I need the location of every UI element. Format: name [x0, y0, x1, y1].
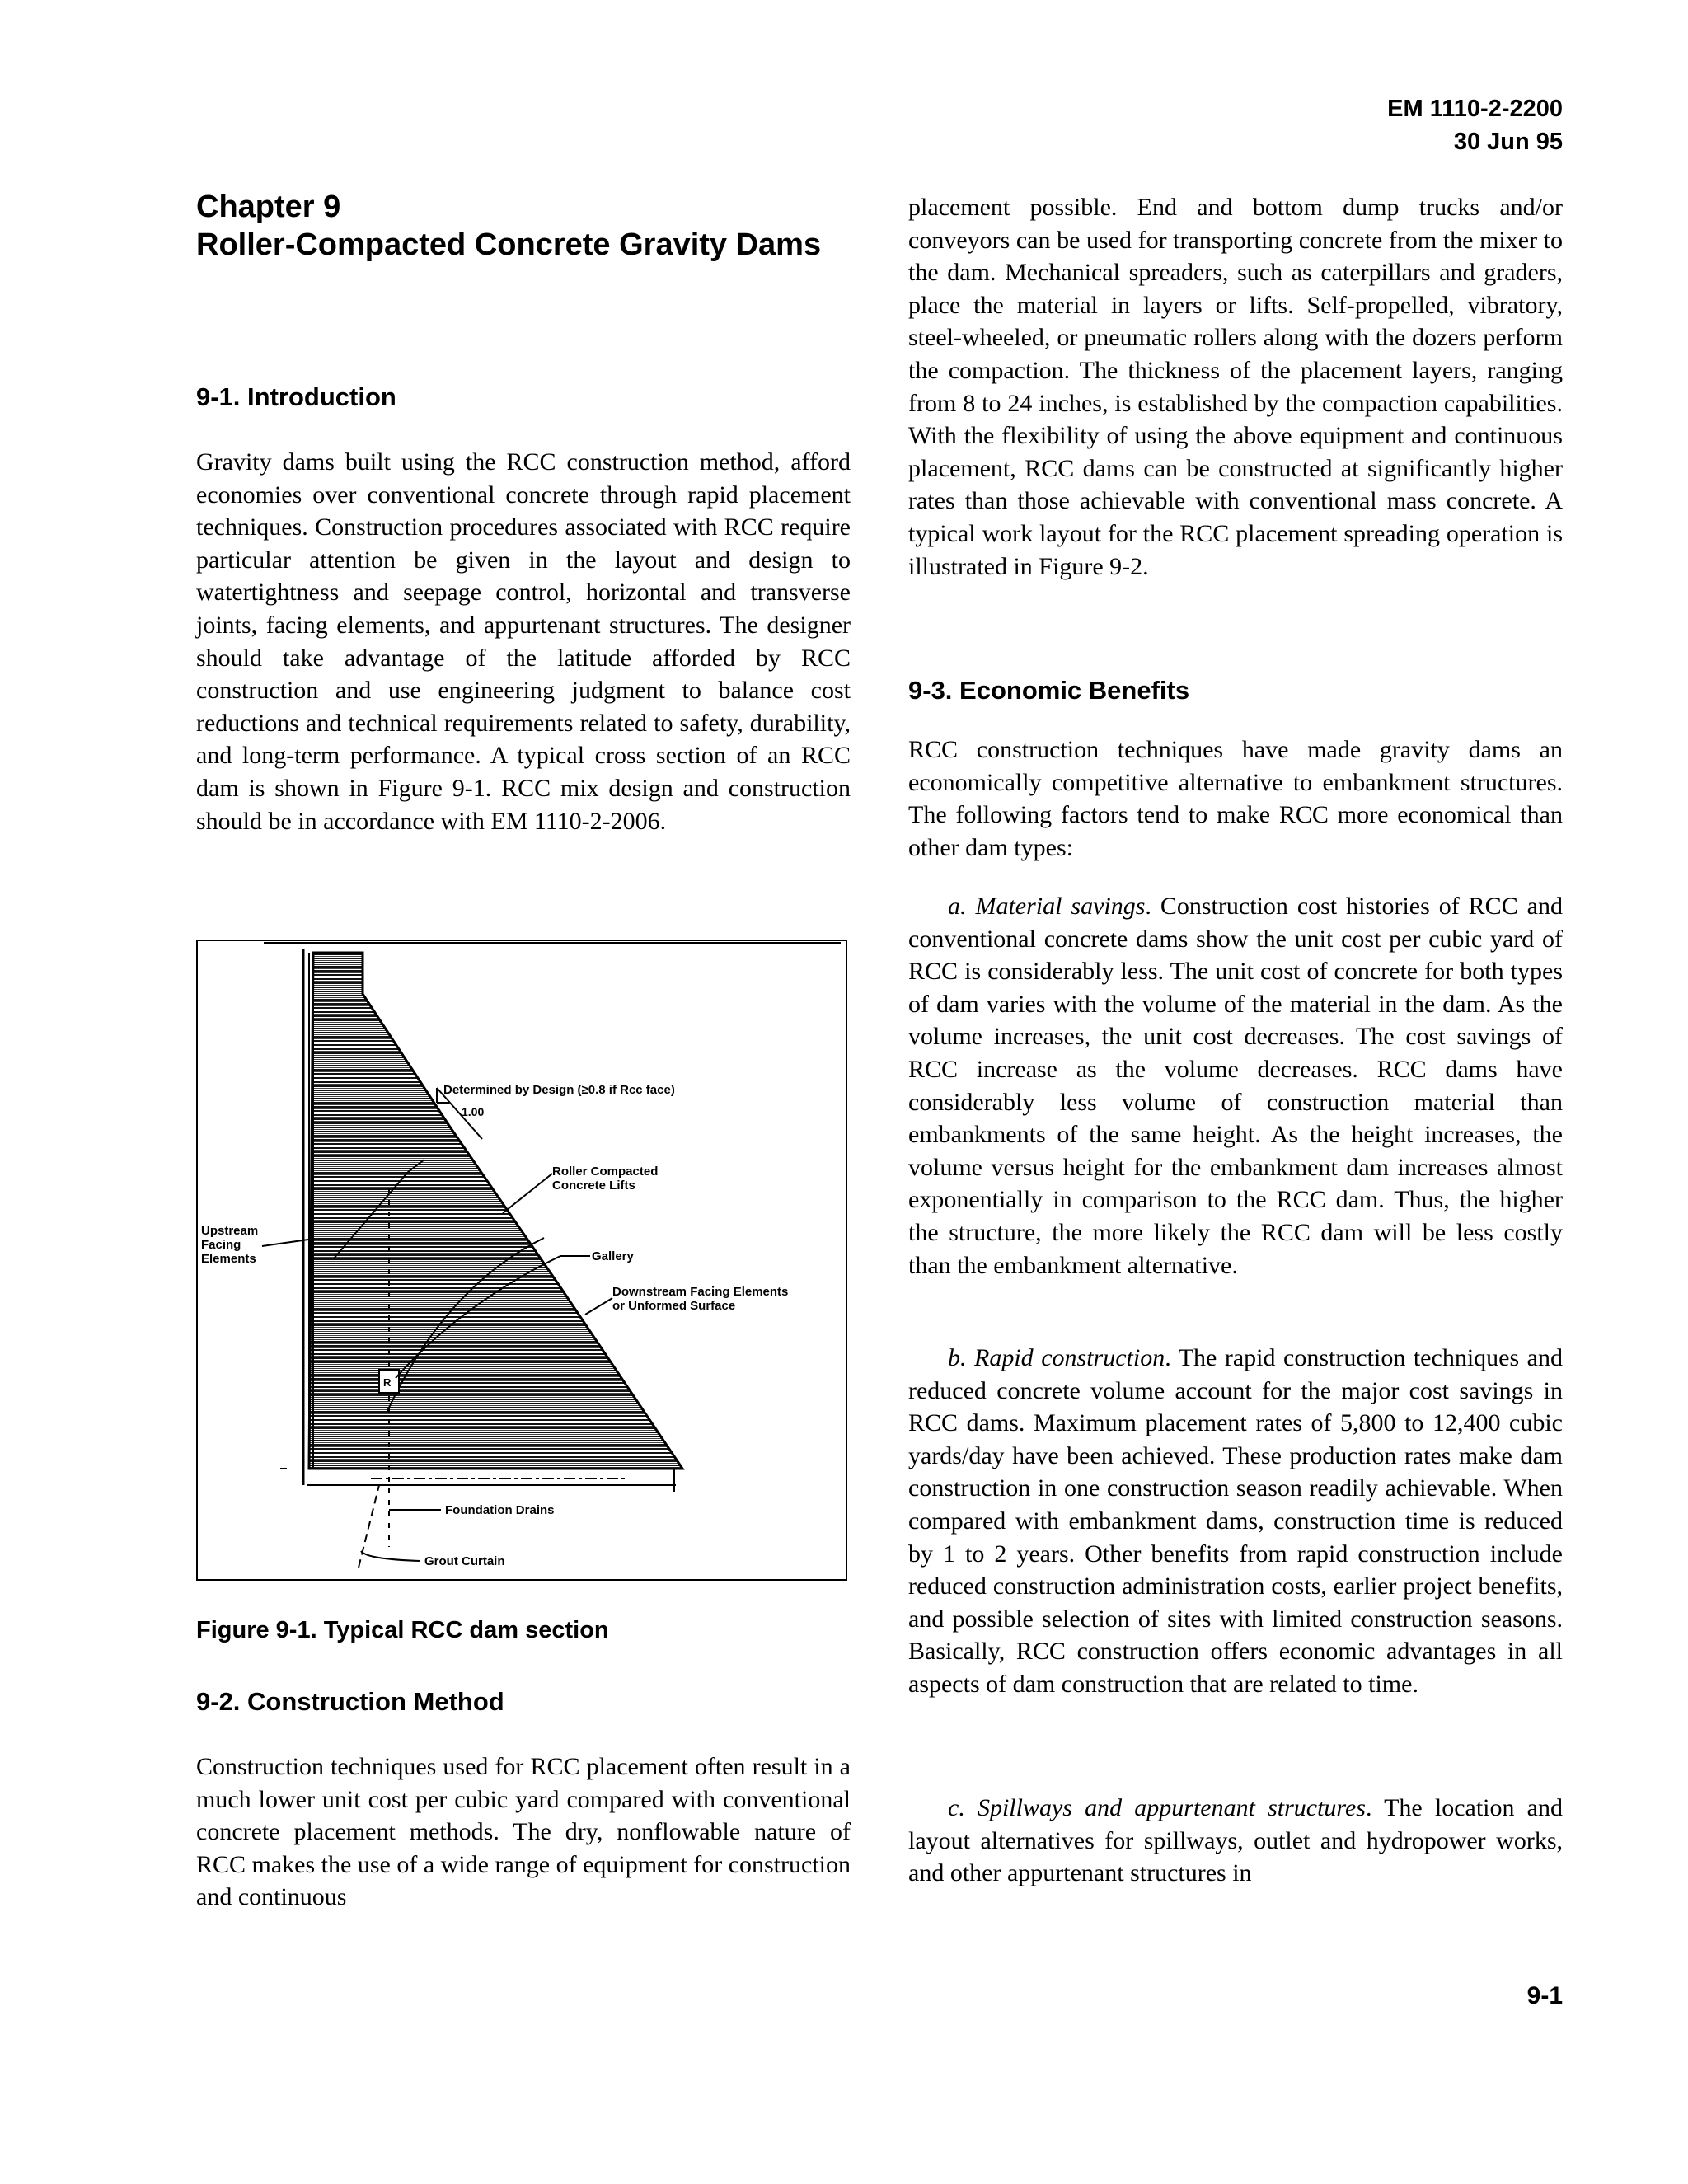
- document-date: 30 Jun 95: [1453, 129, 1563, 155]
- section-heading-introduction: 9-1. Introduction: [196, 382, 396, 411]
- material-savings-label: a. Material savings: [948, 893, 1146, 920]
- introduction-paragraph: Gravity dams built using the RCC construction method, afford economies over conventional concrete through rapid placement techniques. Construction procedures associated with RCC require particular attention be given in the layout and design to watertightness and seepage control, horizontal and transverse joints, facing elements, and appurtenant structures. The designer should take advantage of the latitude afforded by RCC construction and use engineering judgment to balance cost reductions and technical requirements related to safety, durability, and long-term performance. A typical cross section of an RCC dam is shown in Figure 9-1. RCC mix design and construction should be in accordance with EM 1110-2-2006.: [196, 448, 851, 835]
- gallery-label: Gallery: [592, 1249, 634, 1263]
- chapter-number: Chapter 9: [196, 190, 341, 224]
- rapid-construction-label: b. Rapid construction: [948, 1344, 1165, 1371]
- page-number: 9-1: [1526, 1982, 1563, 2009]
- material-savings-text: . Construction cost histories of RCC and conventional concrete dams show the unit cost per cubic yard of RCC is considerably less. The unit cost of concrete for both types of dam varies with the volume of the material in the dam. As the volume increases, the unit cost decreases. The cost savings of RCC increase as the volume decreases. RCC dams have considerably less volume of construction material than embankments of the same height. As the height increases, the volume versus height for the embankment dam increases almost exponentially in comparison to the RCC dam. Thus, the higher the structure, the more likely the RCC dam will be less costly than the embankment alternative.: [908, 893, 1563, 1279]
- grout-label: Grout Curtain: [424, 1554, 505, 1568]
- upstream-label-line1: Upstream: [201, 1224, 259, 1238]
- lifts-label-line1: Roller Compacted: [552, 1165, 659, 1179]
- dam-section-diagram: [198, 941, 846, 1579]
- rapid-construction-text: . The rapid construction techniques and reduced concrete volume account for the major cost savings in RCC dams. Maximum placement rates of 5,800 to 12,400 cubic yards/day have been achieved. These production rates make dam construction in one construction season readily achievable. When compared with embankment dams, construction time is reduced by 1 to 2 years. Other benefits from rapid construction include reduced construction administration costs, earlier project benefits, and possible selection of sites with limited construction seasons. Basically, RCC construction offers economic advantages in all aspects of dam construction that are related to time.: [908, 1344, 1563, 1698]
- upstream-label-line2: Facing: [201, 1238, 241, 1252]
- design-note: Determined by Design (≥0.8 if Rcc face): [443, 1083, 675, 1097]
- figure-caption: Figure 9-1. Typical RCC dam section: [196, 1617, 609, 1643]
- document-id: EM 1110-2-2200: [1387, 96, 1563, 122]
- slope-ratio: 1.00: [462, 1105, 485, 1118]
- figure-9-1: [196, 940, 847, 1581]
- section-heading-construction-method: 9-2. Construction Method: [196, 1687, 504, 1716]
- construction-paragraph-right: placement possible. End and bottom dump trucks and/or conveyors can be used for transporting concrete from the mixer to the dam. Mechanical spreaders, such as caterpillars and graders, place the material in layers or lifts. Self-propelled, vibratory, steel-wheeled, or pneumatic rollers along with the dozers perform the compaction. The thickness of the placement layers, ranging from 8 to 24 inches, is established by the compaction capabilities. With the flexibility of using the above equipment and continuous placement, RCC dams can be constructed at significantly higher rates than those achievable with conventional mass concrete. A typical work layout for the RCC placement spreading operation is illustrated in Figure 9-2.: [908, 194, 1563, 580]
- material-savings-paragraph: [908, 890, 1563, 1282]
- spillways-text: . The location and layout alternatives for spillways, outlet and hydropower works, and other appurtenant structures in: [908, 1794, 1563, 1887]
- spillways-label: c. Spillways and appurtenant structures: [948, 1794, 1366, 1821]
- upstream-label-line3: Elements: [201, 1252, 256, 1266]
- chapter-heading: [196, 188, 823, 264]
- section-heading-economic-benefits: 9-3. Economic Benefits: [908, 676, 1190, 705]
- spillways-paragraph: [908, 1792, 1563, 1890]
- construction-paragraph-left: Construction techniques used for RCC placement often result in a much lower unit cost per cubic yard compared with conventional concrete placement methods. The dry, nonflowable nature of RCC makes the use of a wide range of equipment for construction and continuous: [196, 1753, 851, 1911]
- svg-text:R: R: [383, 1376, 392, 1389]
- chapter-title: Roller-Compacted Concrete Gravity Dams: [196, 227, 822, 262]
- lifts-label-line2: Concrete Lifts: [552, 1179, 635, 1193]
- running-header: [1387, 92, 1563, 158]
- dam-body: [309, 953, 682, 1469]
- drains-label: Foundation Drains: [445, 1503, 555, 1517]
- economic-intro-paragraph: RCC construction techniques have made gravity dams an economically competitive alternative to embankment structures. The following factors tend to make RCC more economical than other dam types:: [908, 736, 1563, 861]
- downstream-label-line1: Downstream Facing Elements: [612, 1285, 789, 1299]
- downstream-label-line2: or Unformed Surface: [612, 1299, 736, 1313]
- rapid-construction-paragraph: [908, 1342, 1563, 1701]
